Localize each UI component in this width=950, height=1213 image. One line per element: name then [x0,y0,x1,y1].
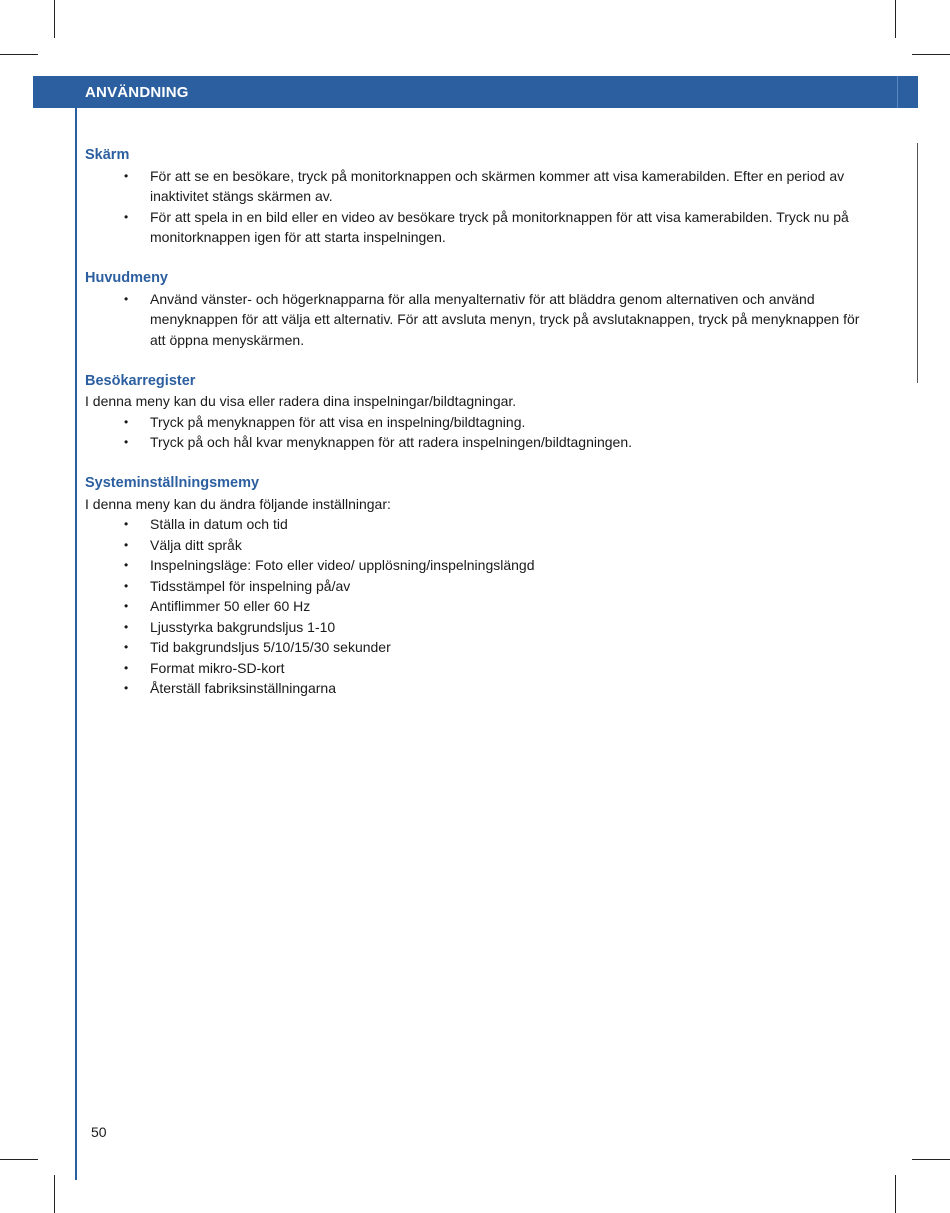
section-title: Besökarregister [85,372,196,389]
bullet-list [85,289,875,351]
bullet-icon: • [124,517,129,531]
list-item-text: Använd vänster- och högerknapparna för alla menyalternativ för att bläddra genom alternativen och använd menyknappen för att välja ett alternativ. För att avsluta menyn, tryck på avslutaknappen, tryck på menyknappen för att öppna menyskärmen. [150,290,860,348]
list-item-text: Ljusstyrka bakgrundsljus 1-10 [150,618,336,635]
bullet-icon: • [124,619,129,634]
bullet-icon: • [124,435,129,449]
bullet-icon: • [124,209,129,224]
section-title: Huvudmeny [85,270,168,286]
section [85,371,875,453]
bullet-list [85,514,875,699]
list-item-text: Inspelningsläge: Foto eller video/ upplösning/inspelningslängd [150,557,535,573]
list-item-text: Återställ fabriksinställningarna [150,680,336,696]
list-item [85,514,875,535]
list-item-text: För att se en besökare, tryck på monitorknappen och skärmen kommer att visa kamerabilden. Efter en period av inaktivitet stängs skärmen av. [150,167,845,204]
section-title: Systeminställningsmemy [85,475,260,491]
list-item [85,207,875,248]
bullet-icon: • [124,414,129,429]
bullet-icon: • [124,578,129,593]
crop-mark [0,1159,38,1160]
section-title: Skärm [85,147,130,163]
list-item-text: Tryck på och hål kvar menyknappen för att radera inspelningen/bildtagningen. [150,434,632,450]
list-item-text: Format mikro-SD-kort [150,659,285,676]
bullet-icon: • [124,640,129,654]
bullet-icon: • [124,599,129,613]
list-item [85,412,875,433]
crop-mark [912,54,950,55]
document-body [85,145,875,719]
list-item [85,432,875,453]
crop-mark [895,1175,896,1213]
section-intro: I denna meny kan du ändra följande inställningar: [85,495,391,512]
crop-mark [0,54,38,55]
crop-mark [912,1159,950,1160]
list-item [85,555,875,576]
list-item [85,535,875,556]
list-item [85,678,875,699]
section [85,145,875,248]
list-item [85,658,875,679]
list-item [85,289,875,351]
bullet-list [85,412,875,453]
list-item-text: Tid bakgrundsljus 5/10/15/30 sekunder [150,639,391,655]
list-item [85,617,875,638]
list-item [85,166,875,207]
left-margin-rule [75,108,77,1180]
section [85,268,875,350]
bullet-list [85,166,875,248]
list-item-text: Tidsstämpel för inspelning på/av [150,577,351,594]
right-margin-rule [917,143,918,383]
list-item-text: För att spela in en bild eller en video av besökare tryck på monitorknappen för att visa kamerabilden. Tryck nu på monitorknappen igen för att starta inspelningen. [150,208,849,245]
bullet-icon: • [124,168,129,183]
bullet-icon: • [124,660,129,675]
bullet-icon: • [124,291,129,306]
list-item-text: Ställa in datum och tid [150,516,288,532]
bullet-icon: • [124,537,129,552]
page-title: ANVÄNDNING [85,84,189,101]
bullet-icon: • [124,681,129,695]
section [85,473,875,699]
crop-mark [54,0,55,38]
header-accent-line [897,76,898,108]
bullet-icon: • [124,558,129,572]
list-item [85,637,875,658]
list-item [85,596,875,617]
page-number: 50 [91,1124,107,1140]
section-intro: I denna meny kan du visa eller radera dina inspelningar/bildtagningar. [85,393,517,409]
list-item-text: Tryck på menyknappen för att visa en inspelning/bildtagning. [150,413,526,430]
crop-mark [895,0,896,38]
crop-mark [54,1175,55,1213]
list-item [85,576,875,597]
list-item-text: Antiflimmer 50 eller 60 Hz [150,598,311,614]
list-item-text: Välja ditt språk [150,536,242,553]
